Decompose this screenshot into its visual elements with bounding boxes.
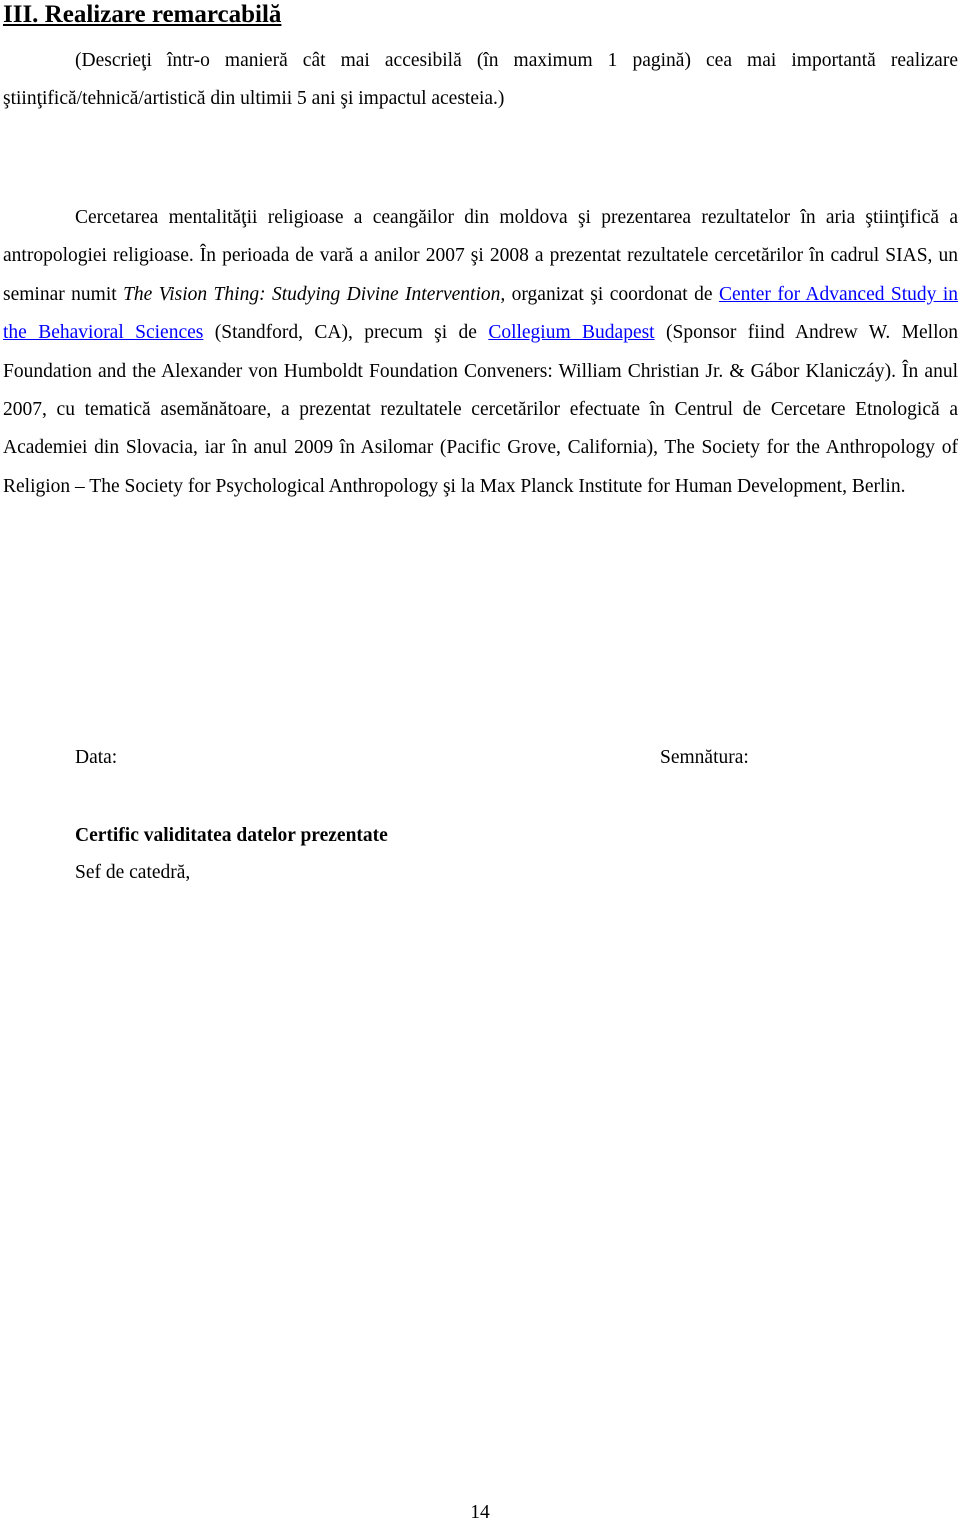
certification-statement: Certific validitatea datelor prezentate bbox=[75, 825, 388, 846]
instructions-paragraph: (Descrieţi într-o manieră cât mai accesibilă (în maximum 1 pagină) cea mai importantă realizare ştiinţifică/tehnică/artistică din ultimii 5 ani şi impactul acesteia.) bbox=[3, 50, 958, 109]
collegium-budapest-link[interactable]: Collegium Budapest bbox=[488, 322, 655, 344]
casbs-link[interactable]: Center for Advanced Study in the Behavioral Sciences bbox=[3, 283, 958, 344]
achievement-paragraph bbox=[3, 199, 958, 506]
signature-label: Semnătura: bbox=[660, 747, 749, 768]
body-text-part-2: organizat şi coordonat de bbox=[505, 283, 719, 305]
body-text-part-3: (Standford, CA), precum şi de bbox=[203, 322, 489, 344]
seminar-title: The Vision Thing: Studying Divine Intervention, bbox=[123, 283, 506, 305]
section-heading: III. Realizare remarcabilă bbox=[3, 1, 282, 28]
department-chief-label: Sef de catedră, bbox=[75, 862, 191, 883]
body-text-part-1: Cercetarea mentalităţii religioase a ceangăilor din moldova şi prezentarea rezultatelor în aria ştiinţifică a antropologiei religioase. În perioada de vară a anilor 2007 şi 2008 a prezentat rezultatele cercetărilor în cadrul SIAS, un seminar numit bbox=[3, 207, 958, 305]
date-label: Data: bbox=[75, 747, 118, 768]
body-text-part-4: (Sponsor fiind Andrew W. Mellon Foundation and the Alexander von Humboldt Foundation Conveners: William Christian Jr. & Gábor Klaniczáy). În anul 2007, cu tematică asemănătoare, a prezentat rezultatele cercetărilor efectuate în Centrul de Cercetare Etnologică a Academiei din Slovacia, iar în anul 2009 în Asilomar (Pacific Grove, California), The Society for the Anthropology of Religion – The Society for Psychological Anthropology şi la Max Planck Institute for Human Development, Berlin. bbox=[3, 322, 958, 497]
page-number: 14 bbox=[470, 1502, 490, 1523]
